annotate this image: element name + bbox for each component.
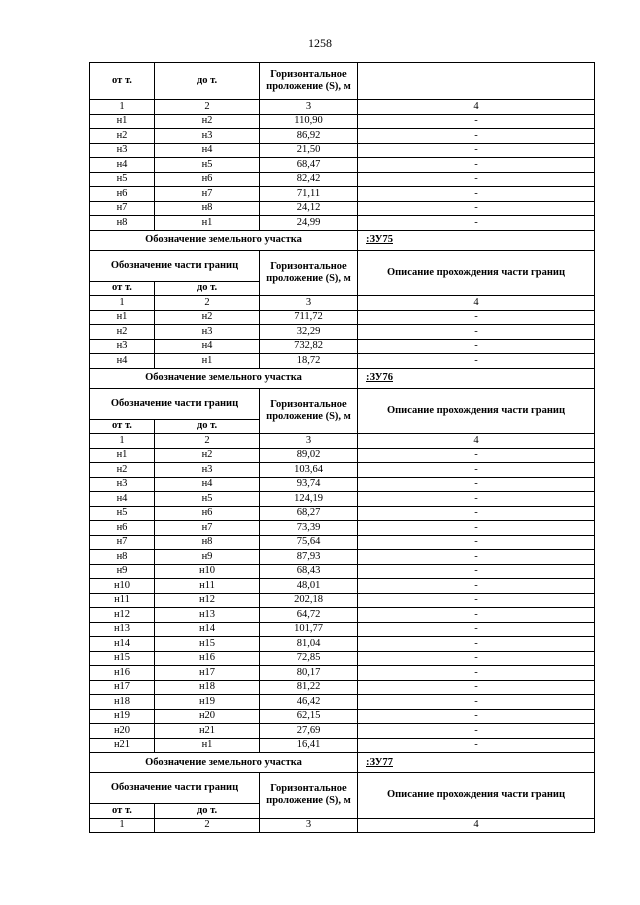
to-point: н5 [155,492,260,507]
from-point: н1 [90,448,155,463]
to-point: н4 [155,339,260,354]
description-value: - [358,310,595,325]
to-point: н6 [155,172,260,187]
distance-value: 18,72 [260,354,358,369]
to-point: н11 [155,579,260,594]
header-to: до т. [155,419,260,434]
description-value: - [358,680,595,695]
header-distance: Горизонтальное проложение (S), м [260,63,358,100]
header-from: от т. [90,419,155,434]
boundary-table [89,62,595,833]
column-number-row [90,100,595,115]
table-row [90,622,595,637]
description-value: - [358,463,595,478]
description-value: - [358,709,595,724]
from-point: н3 [90,143,155,158]
description-value: - [358,564,595,579]
to-point: н17 [155,666,260,681]
from-point: н4 [90,354,155,369]
from-point: н13 [90,622,155,637]
from-point: н4 [90,158,155,173]
distance-value: 68,43 [260,564,358,579]
from-point: н16 [90,666,155,681]
distance-value: 87,93 [260,550,358,565]
description-value: - [358,448,595,463]
table-row [90,187,595,202]
description-value: - [358,738,595,753]
table-row [90,738,595,753]
table-row [90,143,595,158]
table-row [90,158,595,173]
from-point: н6 [90,187,155,202]
table-row [90,637,595,652]
to-point: н10 [155,564,260,579]
to-point: н4 [155,477,260,492]
parcel-row [90,368,595,388]
from-point: н20 [90,724,155,739]
to-point: н3 [155,129,260,144]
description-value: - [358,158,595,173]
column-number: 4 [358,296,595,311]
header-part: Обозначение части границ [90,388,260,419]
description-value: - [358,651,595,666]
table-row [90,339,595,354]
from-point: н8 [90,550,155,565]
to-point: н20 [155,709,260,724]
to-point: н1 [155,216,260,231]
to-point: н5 [155,158,260,173]
distance-value: 81,22 [260,680,358,695]
description-value: - [358,172,595,187]
header-description: Описание прохождения части границ [358,250,595,296]
to-point: н3 [155,463,260,478]
to-point: н2 [155,310,260,325]
to-point: н9 [155,550,260,565]
from-point: н10 [90,579,155,594]
column-number: 1 [90,818,155,833]
column-number: 1 [90,434,155,449]
distance-value: 101,77 [260,622,358,637]
to-point: н14 [155,622,260,637]
distance-value: 732,82 [260,339,358,354]
from-point: н6 [90,521,155,536]
table-row [90,709,595,724]
description-value: - [358,521,595,536]
distance-value: 86,92 [260,129,358,144]
to-point: н21 [155,724,260,739]
header-distance: Горизонтальное проложение (S), м [260,388,358,434]
distance-value: 46,42 [260,695,358,710]
from-point: н5 [90,506,155,521]
header-row-top [90,388,595,419]
distance-value: 64,72 [260,608,358,623]
distance-value: 711,72 [260,310,358,325]
from-point: н18 [90,695,155,710]
description-value: - [358,622,595,637]
table-row [90,724,595,739]
from-point: н2 [90,129,155,144]
parcel-label: Обозначение земельного участка [90,753,358,773]
header-part: Обозначение части границ [90,250,260,281]
parcel-label: Обозначение земельного участка [90,368,358,388]
to-point: н3 [155,325,260,340]
column-number: 2 [155,296,260,311]
distance-value: 24,99 [260,216,358,231]
distance-value: 68,27 [260,506,358,521]
from-point: н7 [90,535,155,550]
column-number: 3 [260,818,358,833]
table-row [90,680,595,695]
to-point: н16 [155,651,260,666]
column-number: 1 [90,100,155,115]
distance-value: 24,12 [260,201,358,216]
from-point: н5 [90,172,155,187]
from-point: н19 [90,709,155,724]
to-point: н18 [155,680,260,695]
header-description: Описание прохождения части границ [358,388,595,434]
from-point: н4 [90,492,155,507]
table-row [90,325,595,340]
to-point: н4 [155,143,260,158]
to-point: н1 [155,354,260,369]
from-point: н14 [90,637,155,652]
to-point: н1 [155,738,260,753]
description-value: - [358,579,595,594]
column-number: 3 [260,100,358,115]
parcel-id: :ЗУ75 [358,230,595,250]
description-value: - [358,187,595,202]
table-row [90,506,595,521]
column-number: 2 [155,818,260,833]
table-row [90,172,595,187]
description-value: - [358,114,595,129]
distance-value: 110,90 [260,114,358,129]
from-point: н7 [90,201,155,216]
description-value: - [358,143,595,158]
distance-value: 62,15 [260,709,358,724]
from-point: н15 [90,651,155,666]
header-to: до т. [155,281,260,296]
to-point: н19 [155,695,260,710]
distance-value: 103,64 [260,463,358,478]
from-point: н11 [90,593,155,608]
from-point: н8 [90,216,155,231]
from-point: н3 [90,477,155,492]
from-point: н9 [90,564,155,579]
description-value: - [358,608,595,623]
to-point: н2 [155,114,260,129]
description-value: - [358,506,595,521]
from-point: н2 [90,325,155,340]
header-to: до т. [155,804,260,819]
description-value: - [358,535,595,550]
header-empty [358,63,595,100]
header-row-top [90,773,595,804]
page-number: 1258 [308,36,332,50]
to-point: н15 [155,637,260,652]
distance-value: 27,69 [260,724,358,739]
column-number: 3 [260,434,358,449]
table-row [90,651,595,666]
column-number: 1 [90,296,155,311]
table-row [90,201,595,216]
from-point: н17 [90,680,155,695]
column-number-row [90,296,595,311]
parcel-label: Обозначение земельного участка [90,230,358,250]
table-row [90,593,595,608]
header-from: от т. [90,804,155,819]
table-row [90,463,595,478]
description-value: - [358,637,595,652]
description-value: - [358,354,595,369]
parcel-id: :ЗУ76 [358,368,595,388]
header-part: Обозначение части границ [90,773,260,804]
header-from: от т. [90,63,155,100]
table-row [90,310,595,325]
table-row [90,608,595,623]
description-value: - [358,216,595,231]
distance-value: 82,42 [260,172,358,187]
distance-value: 68,47 [260,158,358,173]
table-row [90,354,595,369]
distance-value: 80,17 [260,666,358,681]
parcel-id: :ЗУ77 [358,753,595,773]
column-number: 3 [260,296,358,311]
table-row [90,129,595,144]
column-number: 2 [155,434,260,449]
distance-value: 81,04 [260,637,358,652]
description-value: - [358,695,595,710]
to-point: н6 [155,506,260,521]
from-point: н2 [90,463,155,478]
table-row [90,477,595,492]
header-row [90,63,595,100]
header-row-top [90,250,595,281]
column-number: 4 [358,818,595,833]
description-value: - [358,477,595,492]
from-point: н12 [90,608,155,623]
from-point: н1 [90,114,155,129]
distance-value: 72,85 [260,651,358,666]
to-point: н7 [155,521,260,536]
column-number-row [90,434,595,449]
description-value: - [358,492,595,507]
table-row [90,535,595,550]
to-point: н8 [155,535,260,550]
parcel-row [90,230,595,250]
header-distance: Горизонтальное проложение (S), м [260,773,358,819]
description-value: - [358,339,595,354]
from-point: н1 [90,310,155,325]
column-number: 4 [358,100,595,115]
parcel-row [90,753,595,773]
table-row [90,564,595,579]
description-value: - [358,593,595,608]
column-number-row [90,818,595,833]
distance-value: 75,64 [260,535,358,550]
column-number: 2 [155,100,260,115]
to-point: н8 [155,201,260,216]
column-number: 4 [358,434,595,449]
header-from: от т. [90,281,155,296]
to-point: н2 [155,448,260,463]
description-value: - [358,201,595,216]
table-row [90,666,595,681]
distance-value: 71,11 [260,187,358,202]
table-row [90,492,595,507]
description-value: - [358,129,595,144]
to-point: н12 [155,593,260,608]
description-value: - [358,666,595,681]
table-row [90,550,595,565]
table-row [90,114,595,129]
table-row [90,216,595,231]
distance-value: 16,41 [260,738,358,753]
description-value: - [358,724,595,739]
table-row [90,521,595,536]
distance-value: 32,29 [260,325,358,340]
description-value: - [358,325,595,340]
to-point: н13 [155,608,260,623]
distance-value: 93,74 [260,477,358,492]
distance-value: 202,18 [260,593,358,608]
header-to: до т. [155,63,260,100]
distance-value: 124,19 [260,492,358,507]
description-value: - [358,550,595,565]
table-row [90,695,595,710]
header-distance: Горизонтальное проложение (S), м [260,250,358,296]
table-row [90,579,595,594]
distance-value: 21,50 [260,143,358,158]
table-row [90,448,595,463]
distance-value: 73,39 [260,521,358,536]
from-point: н3 [90,339,155,354]
header-description: Описание прохождения части границ [358,773,595,819]
distance-value: 48,01 [260,579,358,594]
distance-value: 89,02 [260,448,358,463]
to-point: н7 [155,187,260,202]
from-point: н21 [90,738,155,753]
